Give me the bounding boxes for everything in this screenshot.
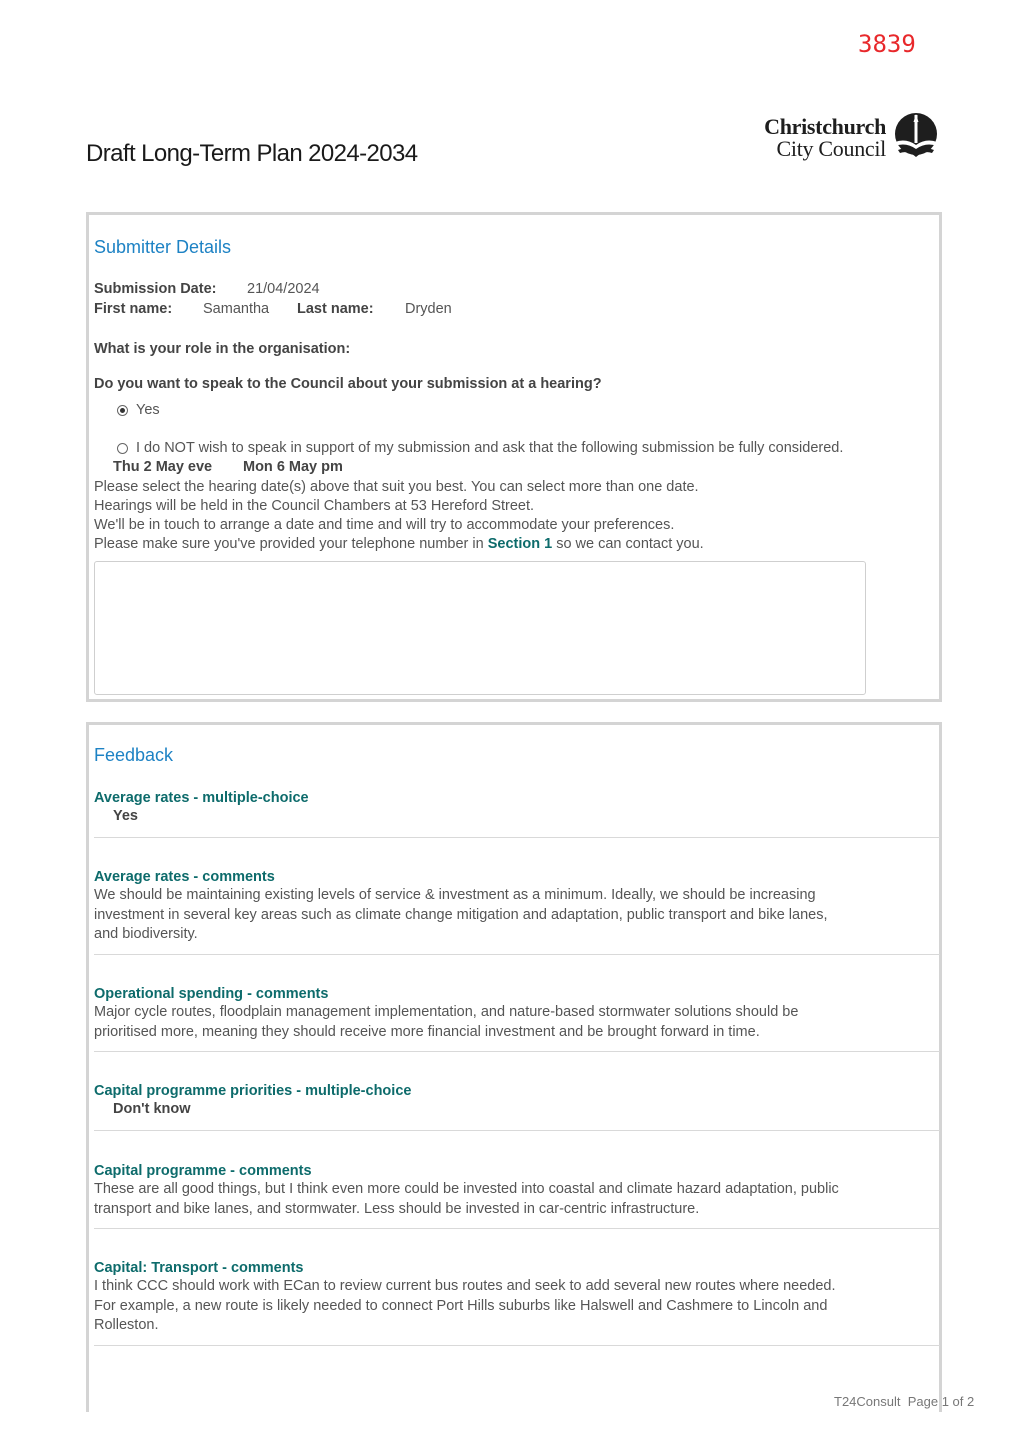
feedback-comment: I think CCC should work with ECan to review current bus routes and seek to add several new routes where needed. For example, a new route is likely needed to connect Port Hills suburbs like Halswell and Cashmere to Lincoln and Rolleston. (94, 1278, 836, 1333)
option-no-label: I do NOT wish to speak in support of my submission and ask that the following submission be fully considered. (136, 440, 844, 456)
divider (94, 837, 940, 838)
last-name-label: Last name: (297, 301, 374, 317)
hearing-info-4 (94, 536, 704, 552)
feedback-answer: Don't know (113, 1101, 191, 1117)
info-4-text-end: so we can contact you. (552, 536, 704, 552)
feedback-panel (86, 722, 942, 1412)
hearing-info-1: Please select the hearing date(s) above that suit you best. You can select more than one date. (94, 479, 699, 495)
footer-source: T24Consult (834, 1394, 901, 1409)
divider (94, 1051, 940, 1052)
logo-line-1: Christchurch (764, 114, 886, 139)
feedback-question: Average rates - multiple-choice (94, 790, 309, 806)
radio-no[interactable] (117, 443, 128, 454)
feedback-comment: Major cycle routes, floodplain management implementation, and nature-based stormwater solutions should be prioritised more, meaning they should receive more financial investment and be brought forward in time. (94, 1004, 799, 1040)
cathedral-emblem-icon (892, 112, 940, 160)
feedback-question: Capital programme - comments (94, 1163, 312, 1179)
feedback-comment: We should be maintaining existing levels of service & investment as a minimum. Ideally, we should be increasing investment in several key areas such as climate change mitigation and adaptation, public transport and bike lanes, and biodiversity. (94, 887, 828, 942)
logo-line-2: City Council (776, 136, 886, 161)
feedback-question: Average rates - comments (94, 869, 275, 885)
feedback-item (94, 1083, 940, 1117)
page-title: Draft Long-Term Plan 2024-2034 (86, 140, 418, 167)
hearing-notes-textarea[interactable] (94, 561, 866, 695)
info-4-text: Please make sure you've provided your telephone number in (94, 536, 488, 552)
option-yes-label: Yes (136, 402, 160, 418)
hearing-info-3: We'll be in touch to arrange a date and time and will try to accommodate your preferences. (94, 517, 675, 533)
page-footer (834, 1394, 974, 1409)
feedback-question: Capital programme priorities - multiple-choice (94, 1083, 412, 1099)
feedback-item (94, 1163, 940, 1219)
hearing-option-no[interactable] (117, 440, 843, 456)
feedback-question: Capital: Transport - comments (94, 1260, 304, 1276)
feedback-question: Operational spending - comments (94, 986, 329, 1002)
hearing-option-yes[interactable] (117, 402, 160, 418)
last-name-value: Dryden (405, 301, 452, 317)
submitter-details-panel (86, 212, 942, 702)
section-1-link[interactable]: Section 1 (487, 536, 553, 552)
feedback-item (94, 869, 940, 945)
first-name-label: First name: (94, 301, 173, 317)
radio-yes-selected[interactable] (117, 405, 128, 416)
divider (94, 1130, 940, 1131)
hearing-info-2: Hearings will be held in the Council Chambers at 53 Hereford Street. (94, 498, 535, 514)
feedback-item (94, 986, 940, 1042)
hearing-date-1: Thu 2 May eve (113, 459, 213, 475)
divider (94, 1228, 940, 1229)
feedback-item (94, 1260, 940, 1336)
council-logo (748, 112, 944, 164)
hearing-date-2: Mon 6 May pm (243, 459, 343, 475)
divider (94, 954, 940, 955)
feedback-heading: Feedback (94, 745, 174, 765)
feedback-comment: These are all good things, but I think even more could be invested into coastal and climate hazard adaptation, public transport and bike lanes, and stormwater. Less should be invested in car-centric infrastructure. (94, 1181, 839, 1217)
footer-page-number: Page 1 of 2 (907, 1394, 975, 1409)
document-number: 3839 (858, 30, 916, 58)
submission-date-label: Submission Date: (94, 281, 217, 297)
divider (94, 1345, 940, 1346)
role-question: What is your role in the organisation: (94, 341, 351, 357)
hearing-question: Do you want to speak to the Council about your submission at a hearing? (94, 376, 602, 392)
first-name-value: Samantha (203, 301, 270, 317)
submission-date-value: 21/04/2024 (247, 281, 320, 297)
feedback-item (94, 790, 940, 824)
feedback-answer: Yes (113, 808, 138, 824)
submitter-details-heading: Submitter Details (94, 237, 232, 257)
